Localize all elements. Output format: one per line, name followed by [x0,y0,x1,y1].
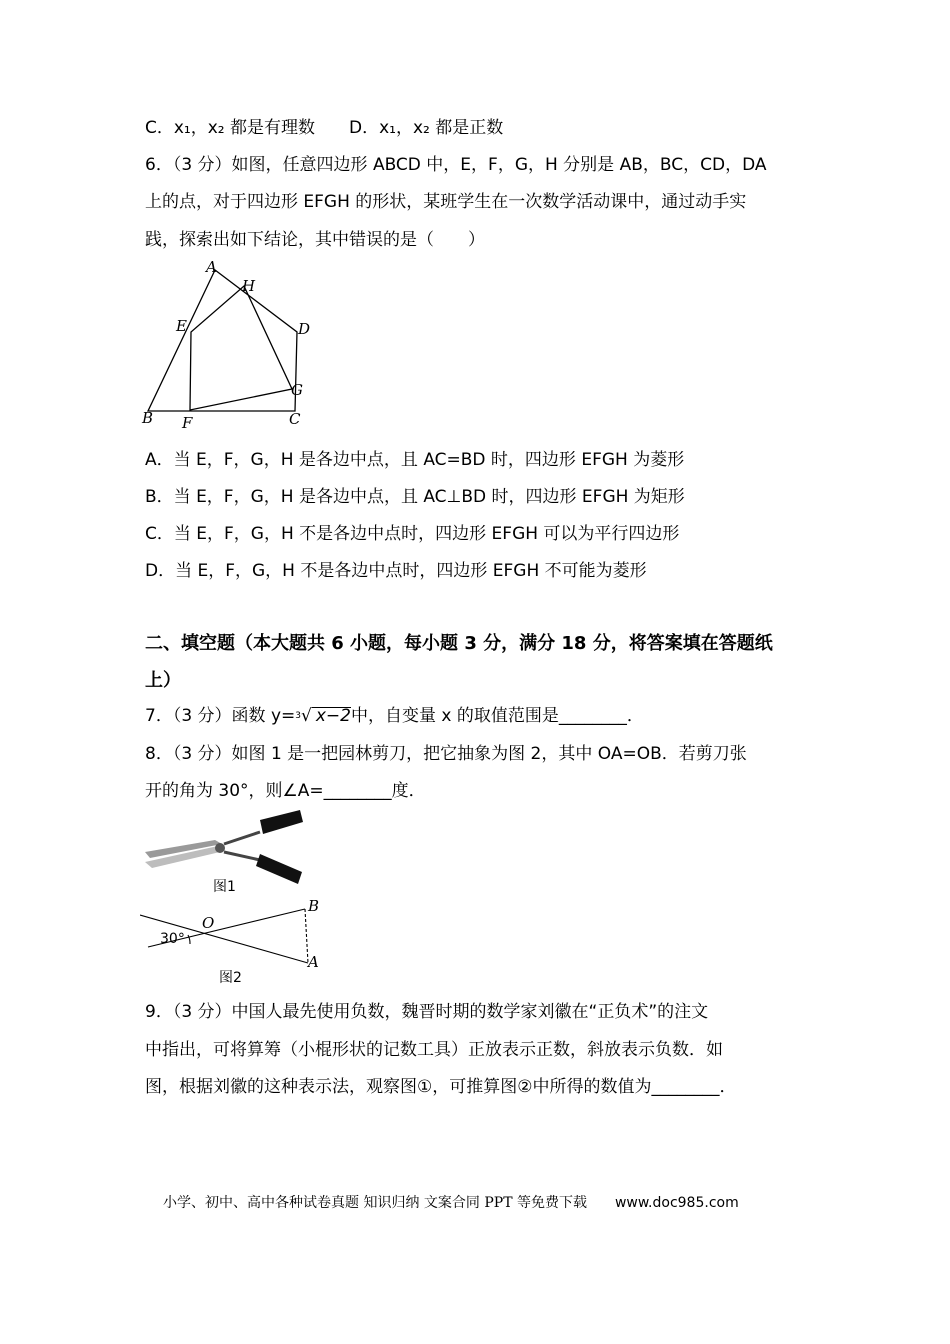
quadrilateral-efgh [190,286,292,410]
option-b: B．当 E，F，G，H 是各边中点，且 AC⊥BD 时，四边形 EFGH 为矩形 [145,487,685,507]
question-7 [145,706,644,726]
question-7-prefix: 7．（3 分）函数 y= [145,706,296,726]
section-2-heading-line-2: 上） [145,670,181,691]
quadrilateral-abcd [148,270,297,411]
question-6-line-1: 6．（3 分）如图，任意四边形 ABCD 中，E，F，G，H 分别是 AB，BC，CD，DA [145,155,767,175]
figure-1-caption: 图1 [213,879,236,895]
option-d: D．当 E，F，G，H 不是各边中点时，四边形 EFGH 不可能为菱形 [145,561,647,581]
footer-text: 小学、初中、高中各种试卷真题 知识归纳 文案合同 PPT 等免费下载 [163,1195,587,1211]
page-footer [163,1192,739,1212]
question-7-suffix: 中，自变量 x 的取值范围是________． [350,706,644,726]
label-o: O [202,914,215,932]
angle-label: 30° [160,931,185,947]
label-g: G [291,381,303,399]
label-f: F [182,414,193,432]
option-line-c-d: C．x₁，x₂ 都是有理数 D．x₁，x₂ 都是正数 [145,118,504,138]
label-b2: B [308,897,320,915]
label-b: B [142,409,154,427]
footer-link[interactable]: www.doc985.com [614,1195,739,1211]
question-9-line-1: 9．（3 分）中国人最先使用负数，魏晋时期的数学家刘徽在“正负术”的注文 [145,1002,709,1022]
section-2-heading-line-1: 二、填空题（本大题共 6 小题，每小题 3 分，满分 18 分，将答案填在答题纸 [145,633,773,654]
question-9-line-3: 图，根据刘徽的这种表示法，观察图①，可推算图②中所得的数值为________． [145,1077,737,1097]
option-c: C．当 E，F，G，H 不是各边中点时，四边形 EFGH 可以为平行四边形 [145,524,680,544]
label-d: D [298,320,311,338]
question-6-line-2: 上的点，对于四边形 EFGH 的形状，某班学生在一次数学活动课中，通过动手实 [145,192,747,212]
label-h: H [242,277,256,295]
radical-sign-icon: √ [300,706,312,726]
quadrilateral-figure [140,258,340,433]
label-a2: A [308,953,319,971]
radicand: x−2 [312,707,351,724]
label-a: A [206,258,217,276]
label-c: C [289,410,301,428]
question-9-line-2: 中指出，可将算筹（小棍形状的记数工具）正放表示正数，斜放表示负数．如 [145,1040,723,1060]
shears-icon [145,810,303,884]
figure-2-caption: 图2 [219,970,242,985]
question-8-line-2: 开的角为 30°，则∠A=________度． [145,781,426,801]
label-e: E [176,317,187,335]
scissors-diagram-figure [140,895,330,985]
question-6-line-3: 践，探索出如下结论，其中错误的是（ ） [145,230,485,250]
cube-root-index: 3 [295,711,301,721]
garden-shears-figure [140,810,330,900]
option-a: A．当 E，F，G，H 是各边中点，且 AC=BD 时，四边形 EFGH 为菱形 [145,450,685,470]
question-8-line-1: 8．（3 分）如图 1 是一把园林剪刀，把它抽象为图 2，其中 OA=OB．若剪刀张 [145,744,747,764]
